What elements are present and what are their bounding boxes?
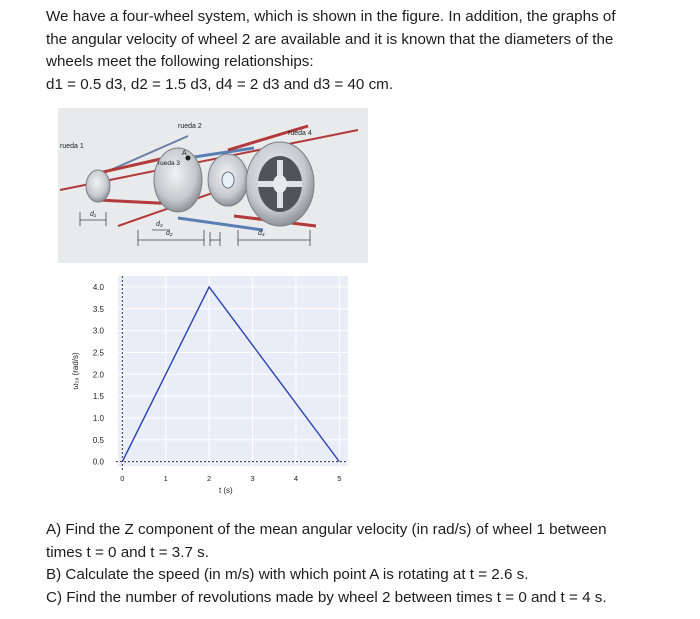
question-c: C) Find the number of revolutions made by wheel 2 between times t = 0 and t = 4 s. bbox=[46, 588, 607, 606]
y-tick-label: 3.5 bbox=[92, 304, 104, 314]
x-tick-label: 2 bbox=[207, 474, 212, 483]
wheel-system-illustration bbox=[58, 108, 368, 263]
label-d4: d₄ bbox=[258, 230, 265, 237]
angular-velocity-chart bbox=[58, 270, 358, 502]
y-tick-label: 2.0 bbox=[92, 370, 104, 380]
label-d1: d₁ bbox=[90, 211, 97, 218]
intro-line-4: d1 = 0.5 d3, d2 = 1.5 d3, d4 = 2 d3 and d3 = 40 cm. bbox=[46, 75, 394, 93]
x-tick-label: 5 bbox=[337, 474, 342, 483]
y-tick-label: 4.0 bbox=[92, 282, 104, 292]
wheel-1 bbox=[86, 170, 110, 202]
question-a-line-1: A) Find the Z component of the mean angular velocity (in rad/s) of wheel 1 between bbox=[46, 521, 607, 538]
y-axis-label: ω₂ₓ (rad/s) bbox=[71, 352, 80, 390]
x-axis-label: t (s) bbox=[218, 486, 233, 495]
intro-line-1: We have a four-wheel system, which is shown in the figure. In addition, the graphs of bbox=[46, 8, 616, 25]
x-tick-label: 1 bbox=[163, 474, 168, 483]
y-tick-label: 3.0 bbox=[92, 326, 104, 336]
y-tick-label: 0.0 bbox=[92, 457, 104, 467]
wheel-system-figure bbox=[58, 108, 368, 263]
wheel-4-hub bbox=[273, 175, 287, 193]
wheel-3-hub bbox=[222, 172, 234, 188]
y-tick-label: 1.0 bbox=[92, 413, 104, 423]
y-tick-label: 0.5 bbox=[92, 435, 104, 445]
question-b: B) Calculate the speed (in m/s) with which point A is rotating at t = 2.6 s. bbox=[46, 566, 529, 583]
label-rueda-3: rueda 3 bbox=[158, 160, 181, 167]
intro-line-3: wheels meet the following relationships: bbox=[46, 53, 314, 70]
problem-intro bbox=[46, 6, 666, 96]
x-tick-label: 0 bbox=[120, 474, 125, 483]
plot-background bbox=[118, 276, 348, 466]
label-d2: d₂ bbox=[166, 230, 173, 237]
y-tick-label: 2.5 bbox=[92, 348, 104, 358]
x-tick-label: 3 bbox=[250, 474, 255, 483]
questions bbox=[46, 519, 676, 609]
label-rueda-2: rueda 2 bbox=[178, 123, 202, 130]
intro-line-2: the angular velocity of wheel 2 are available and it is known that the diameters of the bbox=[46, 30, 614, 48]
label-point-a: A bbox=[182, 150, 187, 157]
wheel-2 bbox=[154, 148, 202, 212]
question-a-line-2: times t = 0 and t = 3.7 s. bbox=[46, 543, 209, 561]
x-tick-label: 4 bbox=[293, 474, 299, 483]
label-rueda-1: rueda 1 bbox=[60, 143, 84, 150]
y-tick-label: 1.5 bbox=[92, 392, 104, 402]
chart-svg bbox=[58, 270, 358, 502]
label-d3: d₃ bbox=[156, 221, 163, 228]
label-rueda-4: rueda 4 bbox=[288, 130, 312, 137]
